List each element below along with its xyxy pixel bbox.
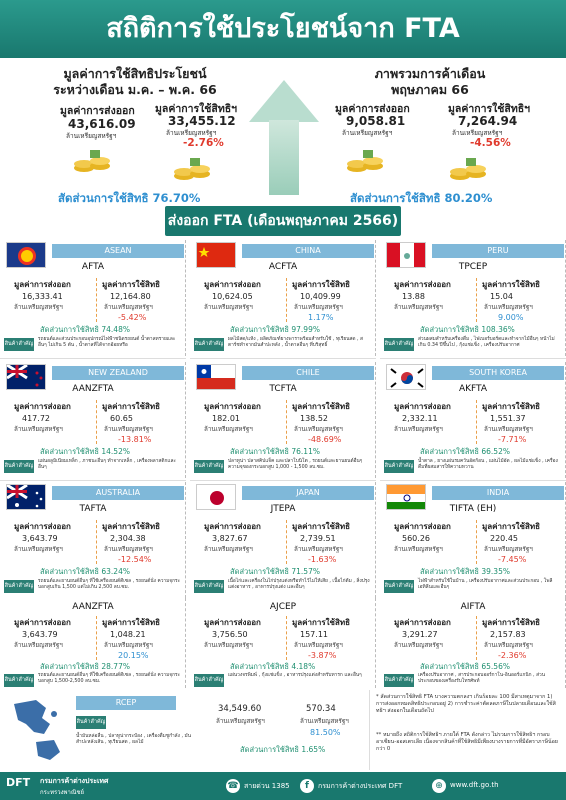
row-divider bbox=[380, 358, 566, 359]
fta-card-new-zealand bbox=[0, 362, 186, 478]
use-change: -7.71% bbox=[498, 435, 527, 444]
use-value: 138.52 bbox=[300, 414, 328, 423]
export-unit: ล้านเหรียญสหรัฐฯ bbox=[14, 642, 63, 649]
separator bbox=[286, 278, 287, 322]
use-unit: ล้านเหรียญสหรัฐฯ bbox=[104, 642, 153, 649]
left-use-label: มูลค่าการใช้สิทธิฯ bbox=[155, 103, 238, 115]
use-ratio: สัดส่วนการใช้สิทธิ 97.99% bbox=[230, 325, 320, 334]
right-export-label: มูลค่าการส่งออก bbox=[335, 103, 410, 115]
export-label: มูลค่าการส่งออก bbox=[14, 280, 71, 289]
fta-name: TPCEP bbox=[458, 262, 488, 272]
export-value: 417.72 bbox=[22, 414, 50, 423]
rcep-use-value: 570.34 bbox=[306, 704, 336, 714]
export-label: มูลค่าการส่งออก bbox=[394, 402, 451, 411]
coins-icon bbox=[172, 154, 214, 182]
left-export-label: มูลค่าการส่งออก bbox=[60, 105, 135, 117]
rcep-label: RCEP bbox=[76, 696, 176, 710]
export-value: 560.26 bbox=[402, 534, 430, 543]
fta-subcard-aifta bbox=[380, 598, 566, 688]
use-unit: ล้านเหรียญสหรัฐฯ bbox=[294, 546, 343, 553]
page-title: สถิติการใช้ประโยชน์จาก FTA bbox=[0, 0, 566, 58]
export-label: มูลค่าการส่งออก bbox=[394, 618, 451, 627]
use-unit: ล้านเหรียญสหรัฐฯ bbox=[484, 642, 533, 649]
country-name: SOUTH KOREA bbox=[432, 366, 564, 380]
left-ratio: สัดส่วนการใช้สิทธิ 76.70% bbox=[58, 191, 201, 205]
use-unit: ล้านเหรียญสหรัฐฯ bbox=[104, 426, 153, 433]
use-ratio: สัดส่วนการใช้สิทธิ 108.36% bbox=[420, 325, 515, 334]
separator bbox=[476, 278, 477, 322]
export-unit: ล้านเหรียญสหรัฐฯ bbox=[204, 546, 253, 553]
products-label: สินค้าสำคัญ bbox=[4, 460, 34, 473]
export-unit: ล้านเหรียญสหรัฐฯ bbox=[14, 546, 63, 553]
use-change: 20.15% bbox=[118, 651, 149, 660]
fta-card-china bbox=[190, 240, 376, 356]
use-change: -5.42% bbox=[118, 313, 147, 322]
use-ratio: สัดส่วนการใช้สิทธิ 76.11% bbox=[230, 447, 320, 456]
country-name: AUSTRALIA bbox=[52, 486, 184, 500]
export-value: 16,333.41 bbox=[22, 292, 63, 301]
export-unit: ล้านเหรียญสหรัฐฯ bbox=[394, 304, 443, 311]
products-label: สินค้าสำคัญ bbox=[4, 674, 34, 687]
use-unit: ล้านเหรียญสหรัฐฯ bbox=[484, 426, 533, 433]
use-unit: ล้านเหรียญสหรัฐฯ bbox=[294, 642, 343, 649]
use-value: 2,304.38 bbox=[110, 534, 146, 543]
rcep-ratio: สัดส่วนการใช้สิทธิ 1.65% bbox=[240, 745, 326, 754]
rcep-products-label: สินค้าสำคัญ bbox=[76, 716, 106, 729]
separator bbox=[286, 400, 287, 444]
country-name: PERU bbox=[432, 244, 564, 258]
rcep-export-value: 34,549.60 bbox=[218, 704, 262, 714]
dft-logo: DFT bbox=[6, 776, 31, 789]
fta-card-japan bbox=[190, 482, 376, 598]
row-divider bbox=[190, 480, 376, 481]
products-label: สินค้าสำคัญ bbox=[194, 580, 224, 593]
export-label: มูลค่าการส่งออก bbox=[394, 522, 451, 531]
row-divider bbox=[380, 480, 566, 481]
export-value: 3,643.79 bbox=[22, 630, 58, 639]
export-label: มูลค่าการส่งออก bbox=[14, 402, 71, 411]
right-use-value: 7,264.94 bbox=[458, 114, 518, 128]
fta-name: TAFTA bbox=[79, 504, 107, 514]
phone-icon: ☎ bbox=[227, 781, 239, 791]
up-arrow-shaft bbox=[269, 120, 299, 195]
use-value: 1,048.21 bbox=[110, 630, 146, 639]
use-value: 60.65 bbox=[110, 414, 133, 423]
export-value: 3,827.67 bbox=[212, 534, 248, 543]
use-ratio: สัดส่วนการใช้สิทธิ 28.77% bbox=[40, 662, 130, 671]
use-label: มูลค่าการใช้สิทธิ bbox=[102, 280, 161, 289]
export-unit: ล้านเหรียญสหรัฐฯ bbox=[14, 426, 63, 433]
row-divider bbox=[0, 480, 186, 481]
use-label: มูลค่าการใช้สิทธิ bbox=[292, 618, 351, 627]
export-label: มูลค่าการส่งออก bbox=[14, 618, 71, 627]
use-label: มูลค่าการใช้สิทธิ bbox=[292, 402, 351, 411]
export-unit: ล้านเหรียญสหรัฐฯ bbox=[204, 426, 253, 433]
coins-icon bbox=[448, 154, 490, 182]
products-label: สินค้าสำคัญ bbox=[4, 338, 34, 351]
right-use-unit: ล้านเหรียญสหรัฐฯ bbox=[452, 129, 503, 137]
rcep-section bbox=[0, 690, 210, 770]
use-ratio: สัดส่วนการใช้สิทธิ 66.52% bbox=[420, 447, 510, 456]
fta-name: AANZFTA bbox=[72, 384, 114, 394]
right-export-value: 9,058.81 bbox=[346, 114, 406, 128]
separator bbox=[476, 520, 477, 564]
use-change: -2.36% bbox=[498, 651, 527, 660]
export-unit: ล้านเหรียญสหรัฐฯ bbox=[204, 642, 253, 649]
country-name: JAPAN bbox=[242, 486, 374, 500]
use-change: -3.87% bbox=[308, 651, 337, 660]
use-label: มูลค่าการใช้สิทธิ bbox=[102, 402, 161, 411]
export-unit: ล้านเหรียญสหรัฐฯ bbox=[14, 304, 63, 311]
left-heading-1: มูลค่าการใช้สิทธิประโยชน์ bbox=[63, 66, 207, 81]
export-label: มูลค่าการส่งออก bbox=[204, 618, 261, 627]
products-list: รถยนต์และส่วนประกอบอุปกรณ์ไฟฟ้าชนิดรถยนต์ น้ำตาลทรายและอื่นๆ ไม่เกิน 5 ตัน , น้ำตาลที่ได้จากอ้อยหรือ bbox=[38, 337, 176, 348]
fta-card-australia bbox=[0, 482, 186, 598]
products-list: แผ่นอลูมิเนียมเหล็ก , ภาชนะอื่นๆ ทำจากเหล็ก , เครื่องพลาสติกและอื่นๆ bbox=[38, 459, 176, 470]
use-value: 157.11 bbox=[300, 630, 328, 639]
facebook-page[interactable]: กรมการค้าต่างประเทศ DFT bbox=[318, 782, 403, 790]
right-ratio: สัดส่วนการใช้สิทธิ 80.20% bbox=[350, 191, 493, 205]
rcep-use-change: 81.50% bbox=[310, 728, 341, 737]
row-divider bbox=[0, 358, 186, 359]
export-value: 2,332.11 bbox=[402, 414, 438, 423]
export-unit: ล้านเหรียญสหรัฐฯ bbox=[204, 304, 253, 311]
fta-name: AIFTA bbox=[460, 602, 486, 612]
use-label: มูลค่าการใช้สิทธิ bbox=[482, 618, 541, 627]
use-value: 2,739.51 bbox=[300, 534, 336, 543]
fta-name: AJCEP bbox=[269, 602, 297, 612]
use-value: 1,551.37 bbox=[490, 414, 526, 423]
separator bbox=[286, 520, 287, 564]
rcep-products: น้ำมันหล่อลื่น , ปลาทูน่ากระป๋อง , เครื่องดื่มชูกำลัง , มันสำปะหลังเส้น , ทุเรียนสด , ผลไม้ bbox=[76, 734, 191, 745]
coins-icon bbox=[345, 146, 387, 174]
country-name: NEW ZEALAND bbox=[52, 366, 184, 380]
use-label: มูลค่าการใช้สิทธิ bbox=[292, 522, 351, 531]
hotline[interactable]: สายด่วน 1385 bbox=[244, 782, 290, 790]
separator bbox=[286, 616, 287, 660]
fta-name: TCFTA bbox=[269, 384, 297, 394]
country-name: CHILE bbox=[242, 366, 374, 380]
ministry-name: กระทรวงพาณิชย์ bbox=[40, 789, 85, 796]
products-label: สินค้าสำคัญ bbox=[194, 460, 224, 473]
left-use-change: -2.76% bbox=[183, 137, 224, 149]
up-arrow-icon bbox=[249, 80, 319, 122]
export-label: มูลค่าการส่งออก bbox=[204, 522, 261, 531]
use-change: -48.69% bbox=[308, 435, 342, 444]
products-list: ไฟฟ้าสำหรับใช้ในบ้าน , เครื่องปรับอากาศและส่วนประกอบ , โพลีเอทิลีนและอื่นๆ bbox=[418, 579, 553, 590]
use-value: 2,157.83 bbox=[490, 630, 526, 639]
note-2: ** หมายถึง สถิติการใช้สิทธิฯ ภายใต้ FTA ดังกล่าว ไม่รวมการใช้สิทธิฯ กรอบอาเซียน-ออสเตรเลีย เนื่องจากสินค้าที่ใช้สิทธิมีเพียงบางรายการที่มีอัตราภาษีน้อยกว่า 0 bbox=[376, 732, 558, 752]
left-export-value: 43,616.09 bbox=[68, 117, 136, 131]
right-heading-2: พฤษภาคม 66 bbox=[391, 82, 469, 97]
use-ratio: สัดส่วนการใช้สิทธิ 74.48% bbox=[40, 325, 130, 334]
products-list: แผ่นวงจรพิมพ์ , กุ้งแช่แข็ง , อาหารปรุงแต่งสำหรับทารก และอื่นๆ bbox=[228, 673, 362, 678]
use-label: มูลค่าการใช้สิทธิ bbox=[482, 280, 541, 289]
row-divider bbox=[190, 358, 376, 359]
use-unit: ล้านเหรียญสหรัฐฯ bbox=[484, 304, 533, 311]
use-label: มูลค่าการใช้สิทธิ bbox=[102, 522, 161, 531]
export-value: 3,756.50 bbox=[212, 630, 248, 639]
fta-card-india bbox=[380, 482, 566, 598]
export-label: มูลค่าการส่งออก bbox=[14, 522, 71, 531]
export-unit: ล้านเหรียญสหรัฐฯ bbox=[394, 426, 443, 433]
export-label: มูลค่าการส่งออก bbox=[204, 402, 261, 411]
export-value: 13.88 bbox=[402, 292, 425, 301]
rcep-export-unit: ล้านเหรียญสหรัฐฯ bbox=[216, 718, 265, 725]
right-use-change: -4.56% bbox=[470, 137, 511, 149]
products-list: ส่วนผสมสำหรับเครื่องดื่ม , ไฟเบอร์บอร์ดและทำจากไม้อื่นๆ หน้าไม่เกิน 0.34 ปีขึ้นไป , กุ้งแช่แข็ง , เครื่องปรับอากาศ bbox=[418, 337, 555, 348]
right-use-label: มูลค่าการใช้สิทธิฯ bbox=[448, 103, 531, 115]
use-ratio: สัดส่วนการใช้สิทธิ 39.35% bbox=[420, 567, 510, 576]
export-unit: ล้านเหรียญสหรัฐฯ bbox=[394, 642, 443, 649]
separator bbox=[96, 520, 97, 564]
use-value: 220.45 bbox=[490, 534, 518, 543]
fta-card-peru bbox=[380, 240, 566, 356]
use-value: 15.04 bbox=[490, 292, 513, 301]
fta-name: JTEPA bbox=[270, 504, 296, 514]
export-unit: ล้านเหรียญสหรัฐฯ bbox=[394, 546, 443, 553]
left-use-value: 33,455.12 bbox=[168, 114, 236, 128]
rcep-values bbox=[210, 690, 370, 770]
use-label: มูลค่าการใช้สิทธิ bbox=[292, 280, 351, 289]
export-value: 10,624.05 bbox=[212, 292, 253, 301]
fta-subcard-aanzfta_au bbox=[0, 598, 186, 688]
products-list: ปลาทูน่า ปลาสคิปแจ็ค และปลาโบนิโต , รถยนต์และยานยนต์อื่นๆ ความจุของกระบอกสูบ 1,000 - 1,500 ลบ.ซม. bbox=[228, 459, 363, 470]
fta-name: AANZFTA bbox=[72, 602, 114, 612]
use-change: 9.00% bbox=[498, 313, 524, 322]
products-label: สินค้าสำคัญ bbox=[384, 338, 414, 351]
separator bbox=[96, 616, 97, 660]
use-ratio: สัดส่วนการใช้สิทธิ 63.24% bbox=[40, 567, 130, 576]
products-label: สินค้าสำคัญ bbox=[384, 460, 414, 473]
use-label: มูลค่าการใช้สิทธิ bbox=[102, 618, 161, 627]
use-change: -7.45% bbox=[498, 555, 527, 564]
country-name: CHINA bbox=[242, 244, 374, 258]
use-change: -13.81% bbox=[118, 435, 152, 444]
export-label: มูลค่าการส่งออก bbox=[394, 280, 451, 289]
products-list: รถยนต์และยานยนต์อื่นๆ ที่ใช้เครื่องยนต์ดีเซล , รถยนต์นั่ง ความจุกระบอกสูบ 1,500-2,500 ลบ.ซม. bbox=[38, 673, 181, 684]
left-export-unit: ล้านเหรียญสหรัฐฯ bbox=[66, 132, 117, 140]
country-name: INDIA bbox=[432, 486, 564, 500]
export-fta-banner: ส่งออก FTA (เดือนพฤษภาคม 2566) bbox=[165, 206, 401, 236]
use-unit: ล้านเหรียญสหรัฐฯ bbox=[294, 426, 343, 433]
products-label: สินค้าสำคัญ bbox=[384, 674, 414, 687]
fta-card-asean bbox=[0, 240, 186, 356]
fta-subcard-ajcep bbox=[190, 598, 376, 688]
rcep-use-unit: ล้านเหรียญสหรัฐฯ bbox=[300, 718, 349, 725]
products-label: สินค้าสำคัญ bbox=[4, 580, 34, 593]
use-value: 10,409.99 bbox=[300, 292, 341, 301]
fta-card-south-korea bbox=[380, 362, 566, 478]
fta-name: AFTA bbox=[81, 262, 105, 272]
export-value: 182.01 bbox=[212, 414, 240, 423]
use-unit: ล้านเหรียญสหรัฐฯ bbox=[484, 546, 533, 553]
products-list: รถยนต์และยานยนต์อื่นๆ ที่ใช้เครื่องยนต์ดีเซล , รถยนต์นั่ง ความจุกระบอกสูบเกิน 1,500 แต่ไม่เกิน 2,500 ลบ.ซม. bbox=[38, 579, 181, 590]
products-label: สินค้าสำคัญ bbox=[194, 338, 224, 351]
separator bbox=[96, 278, 97, 322]
right-heading-1: ภาพรวมการค้าเดือน bbox=[374, 66, 486, 81]
separator bbox=[96, 400, 97, 444]
use-change: -1.63% bbox=[308, 555, 337, 564]
use-label: มูลค่าการใช้สิทธิ bbox=[482, 402, 541, 411]
products-list: เครื่องปรับอากาศ , สารประกอบออร์กาโน-อินออร์แกนิก , ส่วนประกอบของเครื่องรับโทรศัพท์ bbox=[418, 673, 546, 684]
website[interactable]: www.dft.go.th bbox=[450, 781, 499, 789]
coins-icon bbox=[72, 146, 114, 174]
products-list: น้ำตาล , ยางแผ่นรมควันอัดก้อน , แผ่นไม้อัด , ผลไม้แช่แข็ง , เครื่องดื่มที่ผสมสารให้ความหวาน bbox=[418, 459, 558, 470]
use-ratio: สัดส่วนการใช้สิทธิ 71.57% bbox=[230, 567, 320, 576]
note-1: * สัดส่วนการใช้สิทธิ FTA บางความตกลงฯ เกินร้อยละ 100 มีสาเหตุมาจาก 1) การส่งออกหมดสิทธิประกอบอยู่ 2) การชำระค่าตัดลดภาษีในปลายเดือนและใช้สิทธิฯ ส่งออกในเดือนถัดไป bbox=[376, 694, 556, 714]
facebook-icon: f bbox=[300, 779, 314, 793]
export-label: มูลค่าการส่งออก bbox=[204, 280, 261, 289]
left-use-unit: ล้านเหรียญสหรัฐฯ bbox=[166, 129, 217, 137]
use-change: 1.17% bbox=[308, 313, 334, 322]
products-list: เนื้อไก่และเครื่องในไก่ปรุงแต่งหรือทำไว้ไม่ให้เสีย , เนื้อไก่ต้ม , สิ่งปรุงแต่งอาหาร , อาหารปรุงแต่ง และอื่นๆ bbox=[228, 579, 370, 590]
left-heading-2: ระหว่างเดือน ม.ค. – พ.ค. 66 bbox=[53, 82, 217, 97]
products-list: ผลไม้สด/แห้ง , ผลิตภัณฑ์ยางพาราพร้อมสำหรับใช้ , ทุเรียนสด , สตาร์ชทำจากมันสำปะหลัง , น้ำตาลอื่นๆ ที่บริสุทธิ์ bbox=[228, 337, 363, 348]
use-ratio: สัดส่วนการใช้สิทธิ 14.52% bbox=[40, 447, 130, 456]
fta-name: TIFTA (EH) bbox=[449, 504, 497, 514]
fta-name: ACFTA bbox=[268, 262, 298, 272]
separator bbox=[476, 616, 477, 660]
export-value: 3,643.79 bbox=[22, 534, 58, 543]
fta-card-chile bbox=[190, 362, 376, 478]
products-label: สินค้าสำคัญ bbox=[194, 674, 224, 687]
use-change: -12.54% bbox=[118, 555, 152, 564]
export-value: 3,291.27 bbox=[402, 630, 438, 639]
separator bbox=[476, 400, 477, 444]
country-name: ASEAN bbox=[52, 244, 184, 258]
dept-name: กรมการค้าต่างประเทศ bbox=[40, 777, 109, 785]
use-ratio: สัดส่วนการใช้สิทธิ 65.56% bbox=[420, 662, 510, 671]
use-unit: ล้านเหรียญสหรัฐฯ bbox=[104, 304, 153, 311]
use-unit: ล้านเหรียญสหรัฐฯ bbox=[104, 546, 153, 553]
use-label: มูลค่าการใช้สิทธิ bbox=[482, 522, 541, 531]
globe-icon: ⊕ bbox=[432, 779, 446, 793]
fta-name: AKFTA bbox=[458, 384, 488, 394]
use-value: 12,164.80 bbox=[110, 292, 151, 301]
products-label: สินค้าสำคัญ bbox=[384, 580, 414, 593]
footer bbox=[0, 772, 566, 800]
use-ratio: สัดส่วนการใช้สิทธิ 4.18% bbox=[230, 662, 316, 671]
use-unit: ล้านเหรียญสหรัฐฯ bbox=[294, 304, 343, 311]
asia-pacific-map-icon bbox=[6, 694, 66, 764]
right-export-unit: ล้านเหรียญสหรัฐฯ bbox=[342, 129, 393, 137]
